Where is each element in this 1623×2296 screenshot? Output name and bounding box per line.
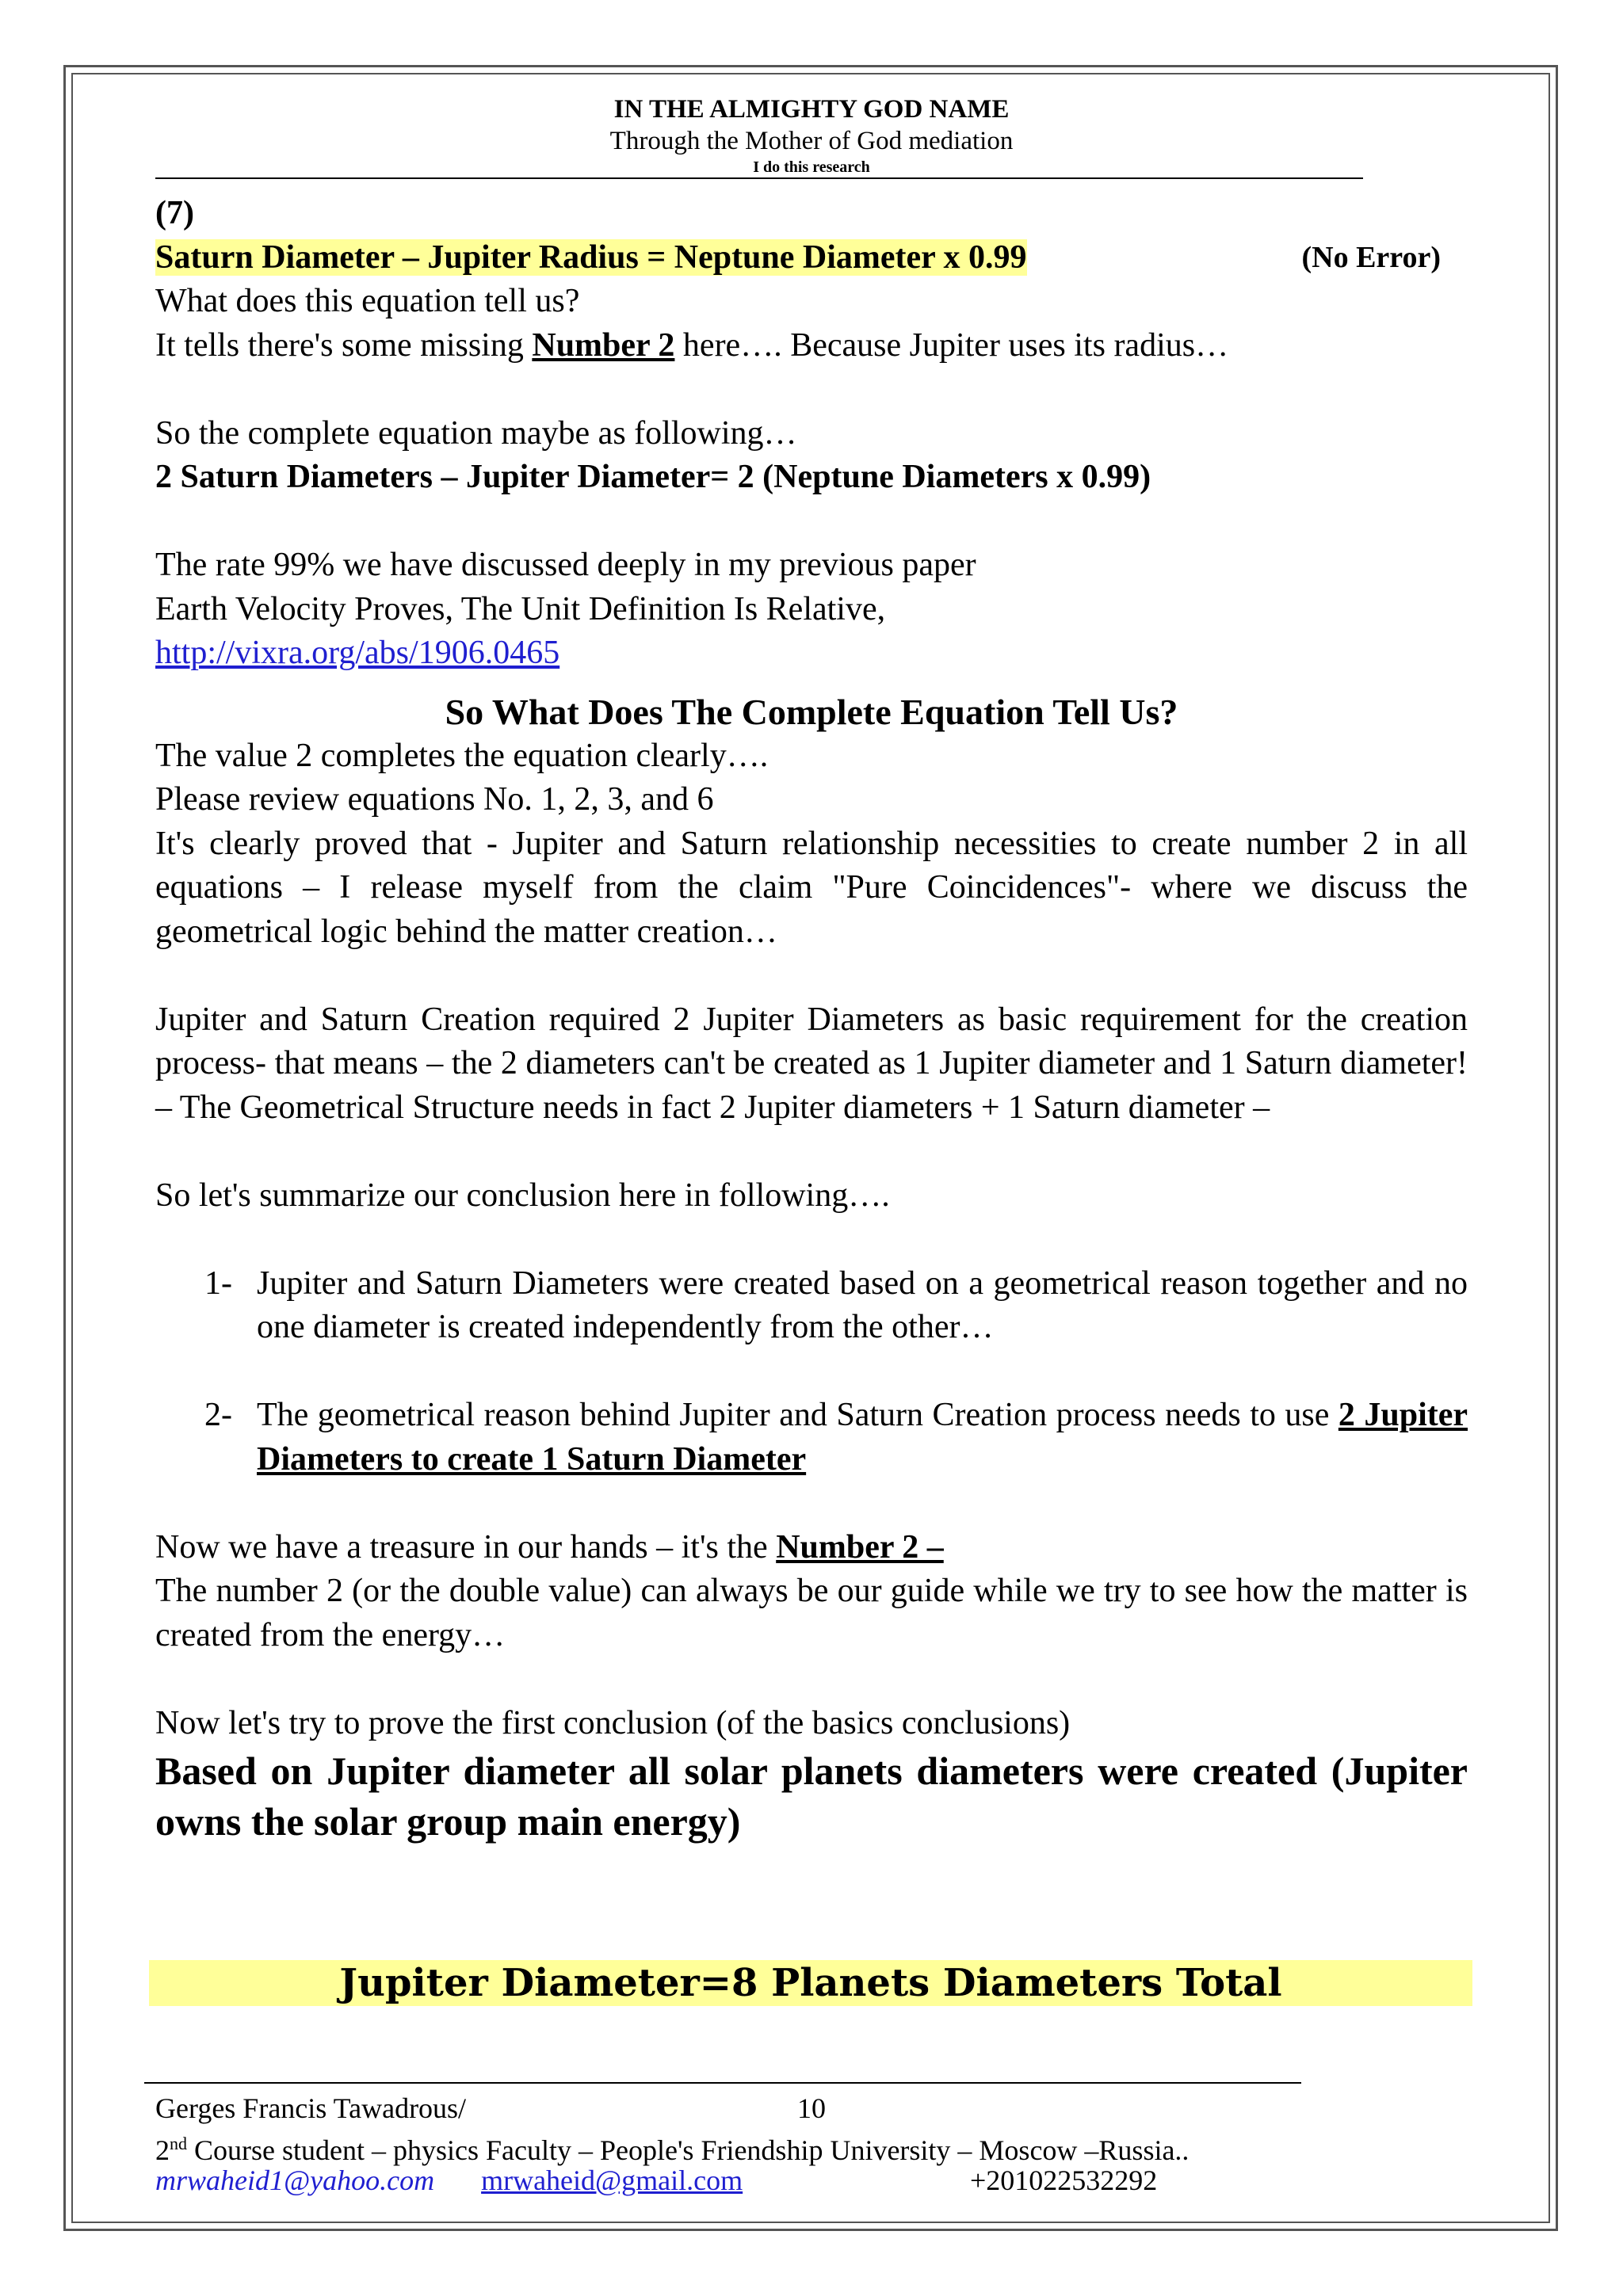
- section-heading: So What Does The Complete Equation Tell Us?: [445, 691, 1178, 732]
- vixra-link[interactable]: http://vixra.org/abs/1906.0465: [155, 635, 560, 671]
- rate-line: The rate 99% we have discussed deeply in my previous paper: [155, 547, 976, 583]
- header-title: IN THE ALMIGHTY GOD NAME: [613, 95, 1010, 124]
- guide-para: The number 2 (or the double value) can always be our guide while we try to see how the matter is created from the energy…: [155, 1573, 1468, 1653]
- para1-line1: The value 2 completes the equation clearly….: [155, 737, 769, 774]
- author-name: Gerges Francis Tawadrous/: [155, 2092, 467, 2124]
- complete-intro: So the complete equation maybe as following…: [155, 414, 797, 452]
- main-claim: Based on Jupiter diameter all solar planets diameters were created (Jupiter owns the solar group main energy): [155, 1749, 1468, 1844]
- summary-intro: So let's summarize our conclusion here in following….: [155, 1177, 890, 1214]
- equation-number: (7): [155, 195, 194, 231]
- email-gmail-link[interactable]: mrwaheid@gmail.com: [481, 2164, 743, 2196]
- footer-contact-line: [155, 2164, 1265, 2197]
- header-note: I do this research: [753, 158, 870, 176]
- page-number: 10: [797, 2092, 826, 2124]
- phone-number: +201022532292: [970, 2164, 1158, 2196]
- header-subtitle: Through the Mother of God mediation: [609, 127, 1014, 155]
- para1-line2: Please review equations No. 1, 2, 3, and 6: [155, 781, 714, 818]
- question-line: What does this equation tell us?: [155, 283, 580, 319]
- footer-rule: [144, 2082, 1301, 2084]
- para2: Jupiter and Saturn Creation required 2 Jupiter Diameters as basic requirement for the creation process- that means – the 2 diameters can't be created as 1 Jupiter diameter and 1 Saturn diameter! – The Geometrical Structure needs in fact 2 Jupiter diameters + 1 Saturn diameter –: [155, 1001, 1468, 1126]
- footer-author-line: [155, 2092, 826, 2125]
- treasure-line: Now we have a treasure in our hands – it's the Number 2 –: [155, 1528, 944, 1566]
- para1-body: It's clearly proved that - Jupiter and Saturn relationship necessities to create number 2 in all equations – I release myself from the claim "Pure Coincidences"- where we discuss the geometrical logic behind the matter creation…: [155, 825, 1468, 950]
- prove-line: Now let's try to prove the first conclusion (of the basics conclusions): [155, 1704, 1071, 1741]
- header-rule: [155, 177, 1363, 179]
- paper-link-line: [155, 631, 1468, 676]
- list-item: 1- Jupiter and Saturn Diameters were created based on a geometrical reason together and no one diameter is created independently from the other…: [204, 1264, 1468, 1345]
- complete-equation: 2 Saturn Diameters – Jupiter Diameter= 2 (Neptune Diameters x 0.99): [155, 459, 1151, 495]
- equation-7-row: [155, 236, 1468, 280]
- list-item: 2- The geometrical reason behind Jupiter and Saturn Creation process needs to use 2 Jupiter Diameters to create 1 Saturn Diameter: [204, 1397, 1468, 1478]
- page-content: [155, 192, 1468, 1847]
- tells-line: It tells there's some missing Number 2 here…. Because Jupiter uses its radius…: [155, 326, 1229, 364]
- no-error-label: (No Error): [1301, 240, 1441, 274]
- email-yahoo: mrwaheid1@yahoo.com: [155, 2164, 435, 2196]
- paper-title: Earth Velocity Proves, The Unit Definition Is Relative,: [155, 590, 886, 627]
- highlight-banner: Jupiter Diameter=8 Planets Diameters Total: [149, 1960, 1472, 2006]
- number-2-emphasis: Number 2: [532, 326, 675, 364]
- footer-course-line: 2nd Course student – physics Faculty – People's Friendship University – Moscow –Russia..: [155, 2134, 1190, 2166]
- equation-7: Saturn Diameter – Jupiter Radius = Neptune Diameter x 0.99: [155, 238, 1027, 276]
